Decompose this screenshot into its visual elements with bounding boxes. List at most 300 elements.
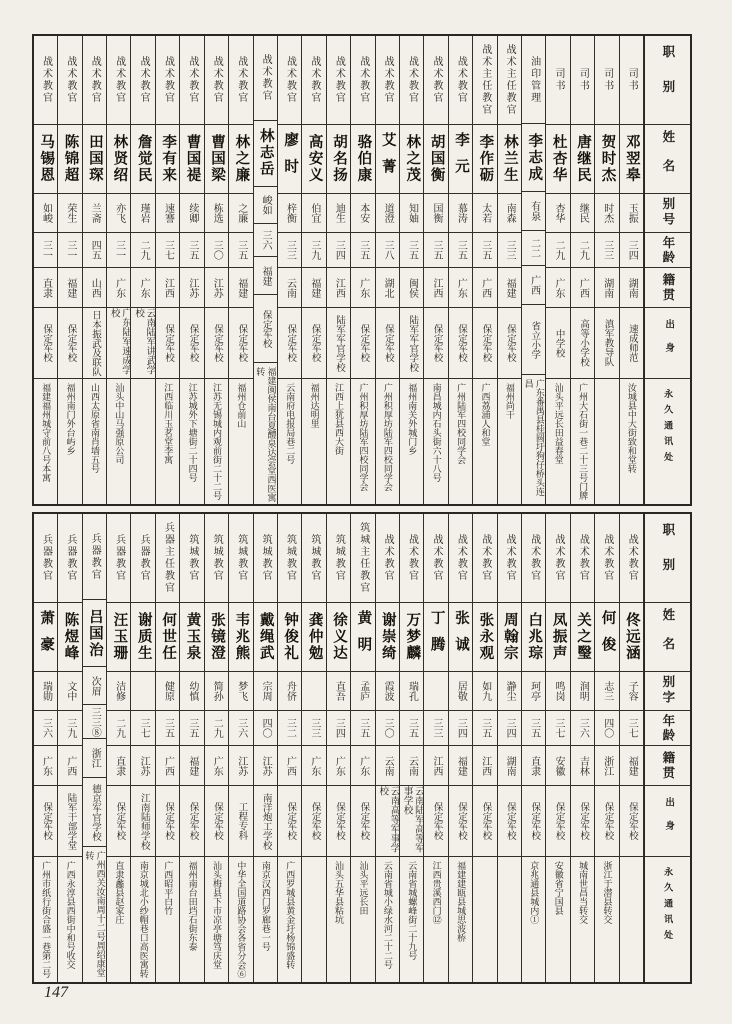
cell-age: 三三	[424, 710, 447, 745]
cell-age: 三四	[327, 232, 350, 267]
cell-age: 三五	[400, 232, 423, 267]
cell-education: 南洋炮工学校	[254, 785, 277, 856]
cell-name: 白兆琮	[522, 602, 545, 671]
cell-origin: 广东	[302, 745, 325, 785]
cell-origin: 广西	[278, 745, 301, 785]
cell-origin: 广东	[546, 267, 569, 307]
cell-name: 杜杏华	[546, 124, 569, 193]
cell-alias: 速謇	[156, 193, 179, 232]
header-name: 姓名	[645, 124, 690, 193]
cell-alias: 国衡	[424, 193, 447, 232]
person-column	[107, 514, 131, 982]
cell-name: 黄玉泉	[180, 602, 203, 671]
cell-origin: 广东	[351, 745, 374, 785]
cell-name: 张永观	[473, 602, 496, 671]
cell-role: 战术教官	[406, 534, 418, 582]
cell-age: 三三	[278, 232, 301, 267]
cell-education: 保定军校	[205, 785, 228, 856]
person-column	[229, 514, 253, 982]
roster-table-top	[32, 34, 692, 506]
cell-name: 徐义达	[327, 602, 350, 671]
cell-role: 战术主任教官	[504, 44, 516, 116]
cell-address: 广州陆军四校同学会	[449, 378, 472, 504]
person-column	[156, 36, 180, 504]
cell-alias: 梓衡	[278, 193, 301, 232]
cell-age: 三二	[278, 710, 301, 745]
cell-age: 三四	[498, 710, 521, 745]
cell-name: 李元	[449, 124, 472, 193]
cell-education: 德京军官学校	[83, 777, 106, 846]
cell-age: 三七	[156, 232, 179, 267]
cell-address: 广州西关汝南周十二号周绍康堂转	[83, 846, 106, 982]
cell-role: 筑城教官	[211, 534, 223, 582]
cell-alias: 知妯	[400, 193, 423, 232]
cell-origin: 安徽	[546, 745, 569, 785]
page-number: 147	[44, 984, 68, 1001]
cell-education: 保定军校	[34, 307, 57, 378]
cell-address: 汕头梅县下市凉亭塘笃庆堂	[205, 856, 228, 982]
cell-name: 曹国梁	[205, 124, 228, 193]
cell-alias: 荣生	[58, 193, 81, 232]
cell-origin: 广东	[327, 745, 350, 785]
cell-name: 陈锦超	[58, 124, 81, 193]
cell-education: 保定军校	[522, 785, 545, 856]
cell-origin: 闽侯	[400, 267, 423, 307]
cell-age: 三五	[400, 710, 423, 745]
cell-name: 关之瑿	[571, 602, 594, 671]
person-column	[449, 36, 473, 504]
cell-age: 三五	[180, 232, 203, 267]
cell-name: 曹国禔	[180, 124, 203, 193]
cell-education: 保定军校	[620, 785, 643, 856]
cell-role: 兵器教官	[89, 532, 101, 581]
cell-name: 谢崇绮	[376, 602, 399, 671]
cell-alias: 如九	[473, 671, 496, 710]
person-column	[327, 36, 351, 504]
cell-address: 南昌城内石头街六十八号	[424, 378, 447, 504]
cell-age: 三九	[58, 710, 81, 745]
person-column	[498, 36, 522, 504]
cell-role: 筑城教官	[186, 534, 198, 582]
cell-address: 广州市纸行街合盛一巷第二号	[34, 856, 57, 982]
cell-name: 周翰宗	[498, 602, 521, 671]
cell-role: 战术教官	[382, 56, 394, 104]
person-column	[376, 514, 400, 982]
cell-name: 艾菁	[376, 124, 399, 193]
cell-name: 骆伯康	[351, 124, 374, 193]
cell-name: 林之廉	[229, 124, 252, 193]
cell-address: 云南省城螺峰街二十九号	[400, 856, 423, 982]
cell-education: 云南陆军高等军事学校	[400, 785, 423, 856]
cell-alias: 珂亭	[522, 671, 545, 710]
cell-name: 唐继民	[571, 124, 594, 193]
header-alias: 别号	[645, 193, 690, 232]
person-column	[400, 36, 424, 504]
cell-role: 战术教官	[211, 56, 223, 104]
cell-address: 福州南关外城门乡	[400, 378, 423, 504]
cell-alias: 简孙	[205, 671, 228, 710]
cell-age: 三九	[302, 232, 325, 267]
cell-age: 三七	[131, 710, 154, 745]
cell-origin: 广东	[449, 267, 472, 307]
cell-role: 战术主任教官	[479, 44, 491, 116]
cell-address: 汕头平远长田益春堂	[546, 378, 569, 504]
cell-name: 萧豪	[34, 602, 57, 671]
cell-education: 保定军校	[571, 785, 594, 856]
cell-name: 戴绳武	[254, 602, 277, 671]
cell-age: 三四	[327, 710, 350, 745]
cell-alias: 次眉	[83, 666, 106, 704]
person-column	[302, 514, 326, 982]
cell-address	[302, 856, 325, 982]
header-origin: 籍贯	[645, 745, 690, 785]
cell-role: 战术教官	[601, 534, 613, 582]
cell-role: 筑城教官	[235, 534, 247, 582]
cell-role: 战术教官	[479, 534, 491, 582]
cell-address: 福州尚干	[498, 378, 521, 504]
cell-age: 三六	[229, 710, 252, 745]
cell-age: 三五	[156, 710, 179, 745]
person-column	[156, 514, 180, 982]
cell-origin: 广东	[34, 745, 57, 785]
cell-education: 保定军校	[278, 785, 301, 856]
cell-role: 司书	[601, 68, 613, 92]
cell-alias: 如峻	[34, 193, 57, 232]
cell-address: 汕头平远长田	[351, 856, 374, 982]
cell-education: 保定军校	[278, 307, 301, 378]
cell-alias: 孟庐	[351, 671, 374, 710]
cell-role: 战术教官	[64, 56, 76, 104]
cell-education: 保定军校	[424, 307, 447, 378]
header-origin: 籍贯	[645, 267, 690, 307]
cell-age: 三一	[58, 232, 81, 267]
cell-role: 战术教官	[235, 56, 247, 104]
cell-name: 丁腾	[424, 602, 447, 671]
cell-address: 广西永淳县西街中和号收交	[58, 856, 81, 982]
cell-address: 山西太原省南肖墙五号	[83, 378, 106, 504]
cell-address: 江西贵溪西门⑫	[424, 856, 447, 982]
cell-role: 战术教官	[89, 56, 101, 104]
cell-name: 高安义	[302, 124, 325, 193]
person-column	[254, 514, 278, 982]
cell-address: 广东番禺县桂圆圩狗仔桥头连昌	[522, 374, 545, 504]
cell-address: 中华全国道路协会各省分会⑥	[229, 856, 252, 982]
cell-role: 战术教官	[504, 534, 516, 582]
cell-education: 保定军校	[229, 307, 252, 378]
cell-education: 保定军校	[107, 785, 130, 856]
cell-role: 兵器主任教官	[162, 522, 174, 594]
cell-address	[498, 856, 521, 982]
cell-role: 战术教官	[577, 534, 589, 582]
cell-age: 三三	[595, 232, 618, 267]
cell-address: 南京城北小纱帽巷口高医寓转	[131, 856, 154, 982]
cell-name: 林兰生	[498, 124, 521, 193]
cell-origin: 江西	[156, 267, 179, 307]
cell-role: 筑城教官	[284, 534, 296, 582]
cell-address	[595, 378, 618, 504]
cell-origin: 福建	[302, 267, 325, 307]
cell-name: 胡名扬	[327, 124, 350, 193]
cell-education: 保定军校	[498, 785, 521, 856]
cell-age: 三四	[449, 710, 472, 745]
cell-name: 何俊	[595, 602, 618, 671]
cell-address: 云南府电报局巷二号	[278, 378, 301, 504]
cell-address	[473, 856, 496, 982]
header-role: 职别	[660, 45, 675, 115]
cell-role: 战术教官	[260, 53, 272, 102]
person-column	[351, 36, 375, 504]
cell-age: 三六	[254, 223, 277, 256]
header-address: 永久通讯处	[645, 856, 690, 982]
cell-role: 战术教官	[455, 56, 467, 104]
cell-age: 三〇	[205, 232, 228, 267]
cell-origin: 广东	[107, 267, 130, 307]
person-column	[473, 514, 497, 982]
person-column	[302, 36, 326, 504]
cell-age: 三三	[498, 232, 521, 267]
person-column	[571, 514, 595, 982]
cell-address: 汕头中山马强原公司	[107, 378, 130, 504]
cell-origin: 广西	[473, 267, 496, 307]
cell-age: 三五	[522, 710, 545, 745]
person-column	[571, 36, 595, 504]
cell-address: 江苏无锡城内观前街二十二号	[205, 378, 228, 504]
cell-education: 保定军校	[424, 785, 447, 856]
cell-age: 三五	[424, 232, 447, 267]
cell-alias: 南森	[498, 193, 521, 232]
cell-alias: 直吾	[327, 671, 350, 710]
cell-education: 保定军校	[449, 307, 472, 378]
person-column	[229, 36, 253, 504]
cell-origin: 福建	[620, 745, 643, 785]
cell-address: 江苏城外下塘街二十四号	[180, 378, 203, 504]
cell-education: 保定军校	[58, 307, 81, 378]
cell-alias: 瀞尘	[498, 671, 521, 710]
cell-origin: 云南	[376, 745, 399, 785]
cell-role: 司书	[577, 68, 589, 92]
cell-origin: 广东	[205, 745, 228, 785]
cell-education: 江南陆师学校	[131, 785, 154, 856]
cell-address	[620, 856, 643, 982]
person-column	[278, 36, 302, 504]
cell-role: 战术教官	[162, 56, 174, 104]
cell-alias: 继民	[571, 193, 594, 232]
cell-role: 筑城教官	[260, 534, 272, 582]
cell-education: 陆军军官学校	[327, 307, 350, 378]
cell-alias: 太若	[473, 193, 496, 232]
cell-name: 韦兆熊	[229, 602, 252, 671]
cell-role: 战术教官	[552, 534, 564, 582]
person-column	[107, 36, 131, 504]
cell-name: 李有来	[156, 124, 179, 193]
cell-name: 万梦麟	[400, 602, 423, 671]
cell-name: 黄明	[351, 602, 374, 671]
cell-education: 保定军校	[473, 785, 496, 856]
cell-alias: 瑞孔	[400, 671, 423, 710]
cell-address: 广州积厚坊陆军四校同学会	[376, 378, 399, 504]
cell-age: 三六	[571, 710, 594, 745]
person-column	[546, 36, 570, 504]
cell-origin: 广西	[58, 745, 81, 785]
cell-name: 廖时	[278, 124, 301, 193]
cell-origin: 浙江	[83, 738, 106, 777]
cell-origin: 江苏	[205, 267, 228, 307]
person-column	[522, 36, 546, 504]
cell-education: 陆军干部学堂	[58, 785, 81, 856]
cell-name: 吕国治	[83, 599, 106, 666]
cell-role: 战术教官	[333, 56, 345, 104]
person-column	[131, 514, 155, 982]
cell-alias: 玉振	[620, 193, 643, 232]
person-column	[351, 514, 375, 982]
cell-alias: 本安	[351, 193, 374, 232]
cell-role: 战术教官	[40, 56, 52, 104]
cell-age: 二九	[107, 710, 130, 745]
cell-age: 三〇	[376, 710, 399, 745]
cell-role: 司书	[626, 68, 638, 92]
cell-address: 广州积厚坊陆军四校同学会	[351, 378, 374, 504]
cell-origin: 江西	[473, 745, 496, 785]
person-column	[498, 514, 522, 982]
cell-origin: 广西	[522, 265, 545, 305]
cell-address: 福建闽侯南台夏醴泉达尝堂西医寓转	[254, 362, 277, 504]
cell-education: 滇军教导队	[595, 307, 618, 378]
cell-education: 保定军校	[302, 307, 325, 378]
cell-alias: 宗周	[254, 671, 277, 710]
cell-education: 保定军校	[254, 294, 277, 362]
person-column	[83, 514, 107, 982]
header-alias: 别字	[645, 671, 690, 710]
cell-role: 战术教官	[113, 56, 125, 104]
person-column	[449, 514, 473, 982]
person-column	[376, 36, 400, 504]
cell-alias: 之廉	[229, 193, 252, 232]
cell-alias: 子容	[620, 671, 643, 710]
person-column	[424, 514, 448, 982]
cell-origin: 江西	[424, 267, 447, 307]
cell-education: 保定军校	[351, 307, 374, 378]
cell-role: 战术教官	[626, 534, 638, 582]
cell-address: 云南省城小绿水河二十二号	[376, 856, 399, 982]
cell-name: 田国琛	[83, 124, 106, 193]
person-column	[620, 514, 644, 982]
cell-age: 三七	[620, 710, 643, 745]
cell-origin: 湖南	[595, 267, 618, 307]
cell-name: 胡国衡	[424, 124, 447, 193]
cell-role: 兵器教官	[113, 534, 125, 582]
person-column	[34, 514, 58, 982]
cell-name: 谢质生	[131, 602, 154, 671]
cell-name: 陈煜峰	[58, 602, 81, 671]
cell-address: 直隶蠡县赵家庄	[107, 856, 130, 982]
cell-alias: 瑞勋	[34, 671, 57, 710]
cell-alias: 峻如	[254, 186, 277, 223]
cell-alias: 迪生	[327, 193, 350, 232]
cell-alias: 健原	[156, 671, 179, 710]
cell-name: 邓翌皋	[620, 124, 643, 193]
header-age: 年龄	[645, 710, 690, 745]
cell-alias: 幼慎	[180, 671, 203, 710]
cell-address	[131, 378, 154, 504]
cell-origin: 湖南	[620, 267, 643, 307]
cell-education: 保定军校	[449, 785, 472, 856]
cell-role: 战术教官	[186, 56, 198, 104]
person-column	[595, 514, 619, 982]
cell-education: 保定军校	[156, 307, 179, 378]
cell-age: 二九	[205, 710, 228, 745]
cell-address: 福州南台田垱石街东泰	[180, 856, 203, 982]
cell-alias: 栋选	[205, 193, 228, 232]
cell-name: 钟俊礼	[278, 602, 301, 671]
cell-name: 何世任	[156, 602, 179, 671]
header-column	[644, 514, 690, 982]
cell-alias: 有泉	[522, 191, 545, 230]
cell-origin: 云南	[400, 745, 423, 785]
person-column	[254, 36, 278, 504]
cell-name: 马锡恩	[34, 124, 57, 193]
header-name: 姓名	[645, 602, 690, 671]
cell-origin: 浙江	[595, 745, 618, 785]
cell-education: 云南高等军事学校	[376, 785, 399, 856]
cell-name: 林之茂	[400, 124, 423, 193]
cell-role: 战术教官	[430, 534, 442, 582]
cell-origin: 福建	[449, 745, 472, 785]
cell-origin: 广东	[351, 267, 374, 307]
cell-alias: 慕涛	[449, 193, 472, 232]
cell-origin: 广西	[156, 745, 179, 785]
cell-education: 高等小学校	[571, 307, 594, 378]
cell-name: 李作砺	[473, 124, 496, 193]
cell-role: 司书	[552, 68, 564, 92]
person-column	[595, 36, 619, 504]
cell-address: 京兆通县城内①	[522, 856, 545, 982]
cell-education: 中学校	[546, 307, 569, 378]
cell-address: 广西荔浦人和堂	[473, 378, 496, 504]
cell-origin: 湖北	[376, 267, 399, 307]
cell-alias: 鸣岗	[546, 671, 569, 710]
cell-name: 林贤绍	[107, 124, 130, 193]
cell-education: 速成师范	[620, 307, 643, 378]
cell-role: 战术教官	[308, 56, 320, 104]
cell-origin: 福建	[58, 267, 81, 307]
person-column	[205, 514, 229, 982]
cell-origin: 直隶	[34, 267, 57, 307]
cell-alias: 润明	[571, 671, 594, 710]
person-column	[205, 36, 229, 504]
cell-education: 陆军军官学校	[400, 307, 423, 378]
cell-address: 广西罗城县黄金圩杨锦盛转	[278, 856, 301, 982]
cell-education: 保定军校	[180, 307, 203, 378]
cell-alias: 瑾岩	[131, 193, 154, 232]
cell-age: 三三⑧	[83, 704, 106, 738]
cell-origin: 福建	[180, 745, 203, 785]
cell-origin: 广东	[131, 267, 154, 307]
cell-education: 保定军校	[351, 785, 374, 856]
cell-education: 保定军校	[473, 307, 496, 378]
cell-age: 三四	[620, 232, 643, 267]
cell-role: 战术教官	[406, 56, 418, 104]
cell-name: 龚仲勉	[302, 602, 325, 671]
cell-origin: 江苏	[254, 745, 277, 785]
cell-role: 战术教官	[430, 56, 442, 104]
cell-education: 保定军校	[205, 307, 228, 378]
cell-origin: 江苏	[180, 267, 203, 307]
cell-origin: 湖南	[498, 745, 521, 785]
cell-education: 保定军校	[546, 785, 569, 856]
cell-address: 安徽省宁国县	[546, 856, 569, 982]
cell-origin: 江苏	[131, 745, 154, 785]
cell-alias: 时杰	[595, 193, 618, 232]
